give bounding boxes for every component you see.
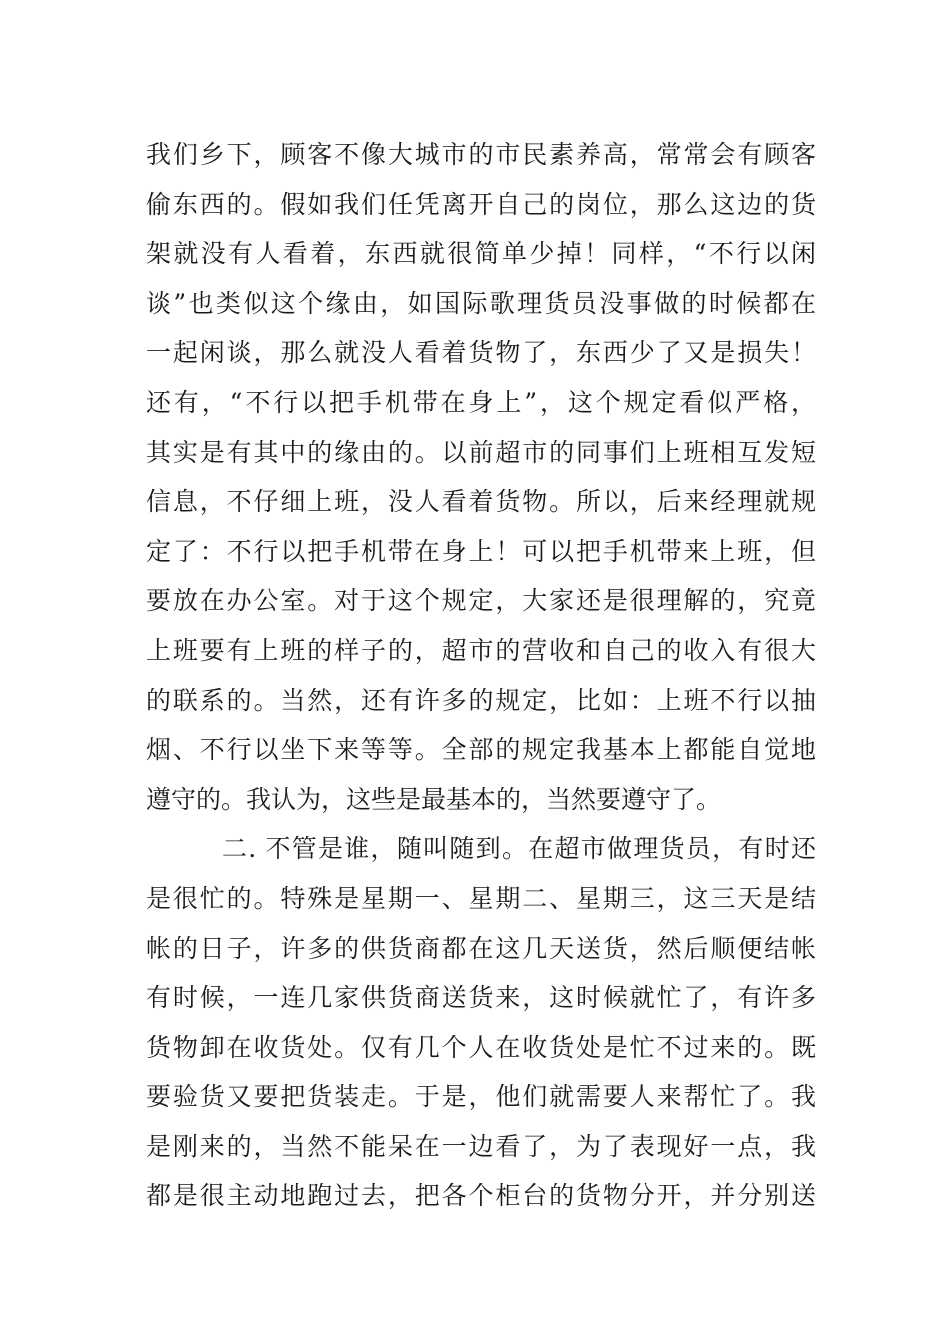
text-line: 有时候，一连几家供货商送货来，这时候就忙了，有许多 [146,983,816,1013]
text-line: 二. 不管是谁，随叫随到。在超市做理货员，有时还 [222,834,816,864]
text-line: 要放在办公室。对于这个规定，大家还是很理解的，究竟 [146,586,816,616]
text-line: 要验货又要把货装走。于是，他们就需要人来帮忙了。我 [146,1082,816,1112]
text-line: 帐的日子，许多的供货商都在这几天送货，然后顺便结帐 [146,933,816,963]
text-line: 烟、不行以坐下来等等。全部的规定我基本上都能自觉地 [146,735,816,765]
text-line: 我们乡下，顾客不像大城市的市民素养高，常常会有顾客 [146,140,816,169]
text-line: 遵守的。我认为，这些是最基本的，当然要遵守了。 [146,784,722,814]
body-text [146,130,816,1221]
text-line: 是很忙的。特殊是星期一、星期二、星期三，这三天是结 [146,883,816,913]
text-line: 上班要有上班的样子的，超市的营收和自己的收入有很大 [146,635,816,665]
text-line: 定了：不行以把手机带在身上！可以把手机带来上班，但 [146,536,816,566]
text-line: 的联系的。当然，还有许多的规定，比如：上班不行以抽 [146,685,816,715]
text-line: 偷东西的。假如我们任凭离开自己的岗位，那么这边的货 [146,189,816,219]
text-line: 货物卸在收货处。仅有几个人在收货处是忙不过来的。既 [146,1032,816,1062]
text-line: 还有，“不行以把手机带在身上”，这个规定看似严格， [146,387,816,417]
text-line: 其实是有其中的缘由的。以前超市的同事们上班相互发短 [146,437,816,467]
paragraph-1 [146,130,816,824]
text-line: 一起闲谈，那么就没人看着货物了，东西少了又是损失！ [146,338,816,368]
text-line: 信息，不仔细上班，没人看着货物。所以，后来经理就规 [146,487,816,517]
text-line: 都是很主动地跑过去，把各个柜台的货物分开，并分别送 [146,1181,816,1211]
text-line: 架就没有人看着，东西就很简单少掉！同样，“不行以闲 [146,239,816,269]
text-line: 是刚来的，当然不能呆在一边看了，为了表现好一点，我 [146,1131,816,1161]
text-line: 谈”也类似这个缘由，如国际歌理货员没事做的时候都在 [146,288,816,318]
paragraph-2 [146,824,816,1221]
